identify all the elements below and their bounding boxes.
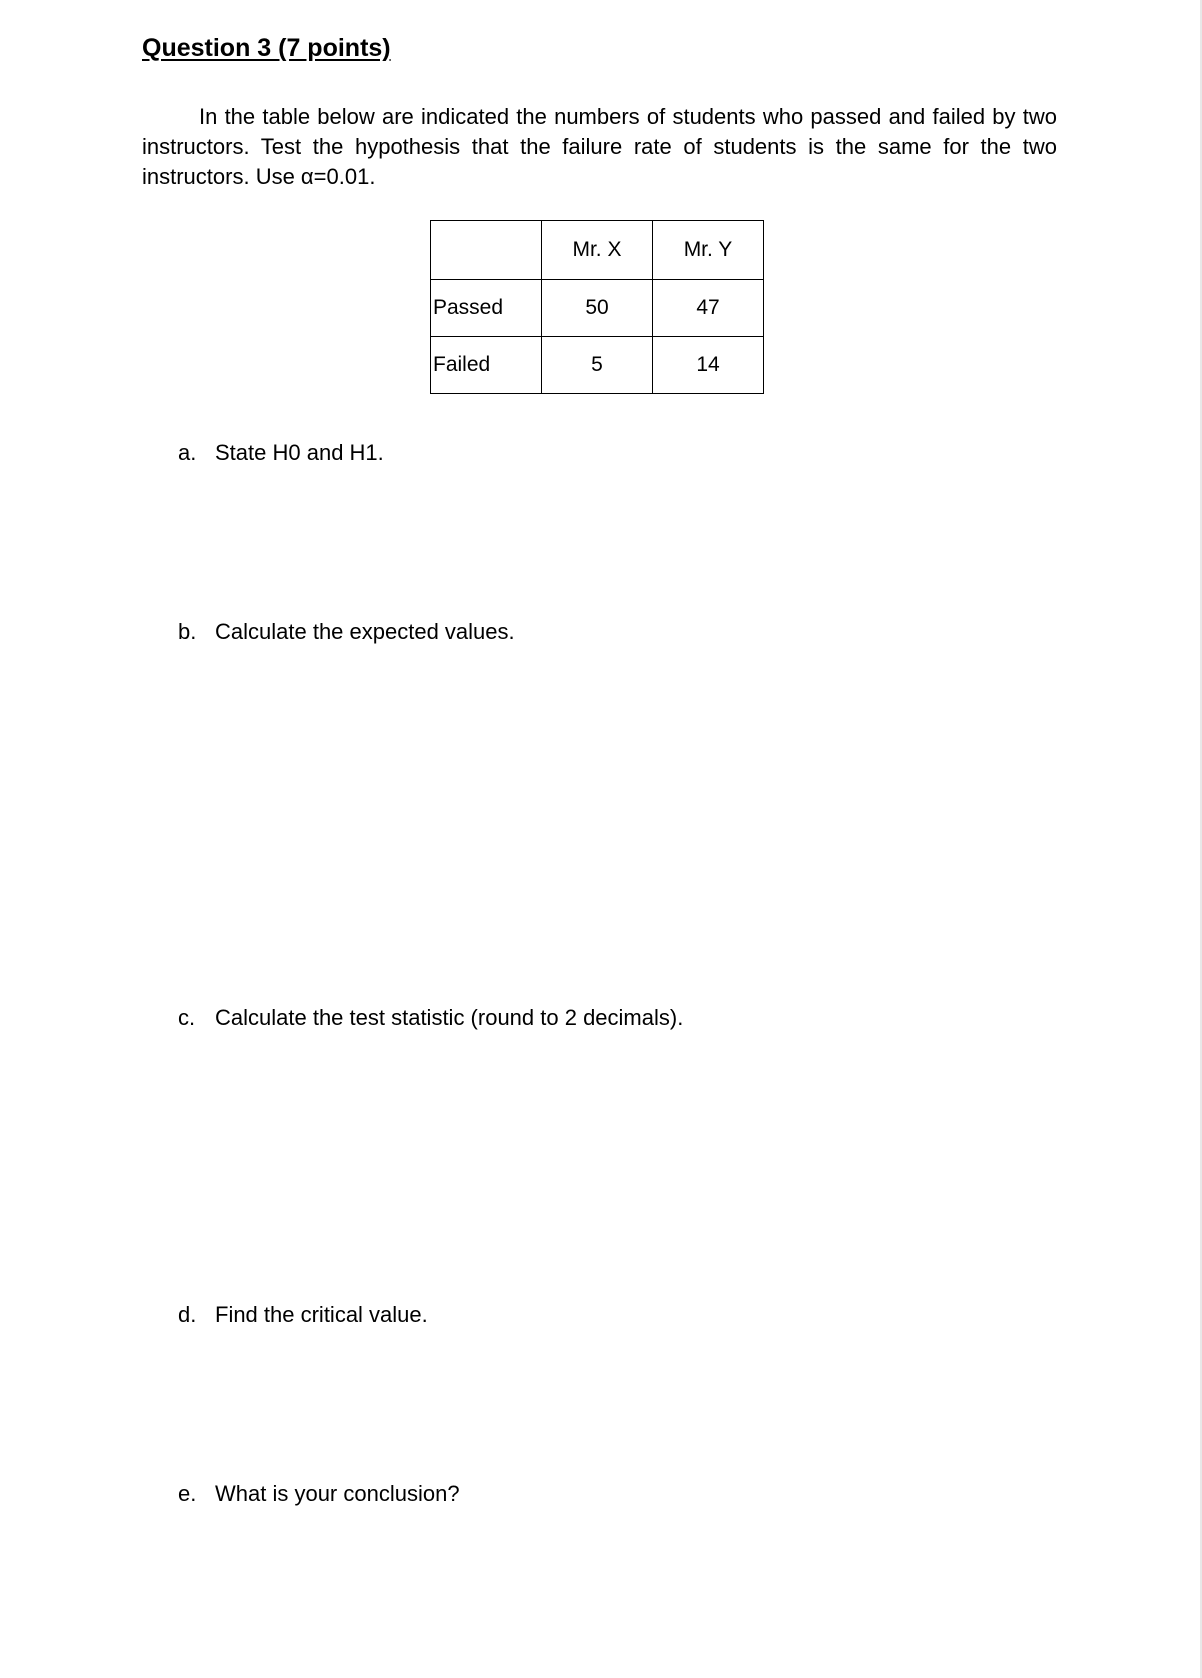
- question-item-a: [178, 440, 384, 466]
- row-label-failed: Failed: [431, 337, 542, 394]
- row-label-passed: Passed: [431, 280, 542, 337]
- question-text: State H0 and H1.: [215, 440, 384, 465]
- question-text: Calculate the expected values.: [215, 619, 515, 644]
- question-intro: In the table below are indicated the numbers of students who passed and failed by two instructors. Test the hypothesis that the failure rate of students is the same for the two instructors. Use α=0.01.: [142, 104, 1057, 189]
- question-text: Calculate the test statistic (round to 2 decimals).: [215, 1005, 684, 1030]
- question-item-c: [178, 1005, 683, 1031]
- question-letter: e.: [178, 1481, 197, 1506]
- column-header-mr-y: Mr. Y: [653, 221, 764, 280]
- table-corner-cell: [431, 221, 542, 280]
- table-header-row: [431, 221, 764, 280]
- question-item-d: [178, 1302, 428, 1328]
- question-item-e: [178, 1481, 460, 1507]
- cell-passed-mr-x: 50: [542, 280, 653, 337]
- question-letter: d.: [178, 1302, 197, 1327]
- question-text: Find the critical value.: [215, 1302, 428, 1327]
- cell-failed-mr-x: 5: [542, 337, 653, 394]
- question-item-b: [178, 619, 515, 645]
- question-letter: b.: [178, 619, 197, 644]
- question-letter: a.: [178, 440, 197, 465]
- cell-failed-mr-y: 14: [653, 337, 764, 394]
- question-letter: c.: [178, 1005, 196, 1030]
- table-row-passed: [431, 280, 764, 337]
- column-header-mr-x: Mr. X: [542, 221, 653, 280]
- question-text: What is your conclusion?: [215, 1481, 460, 1506]
- contingency-table: [430, 220, 764, 394]
- table-row-failed: [431, 337, 764, 394]
- question-heading: Question 3 (7 points): [142, 34, 391, 62]
- cell-passed-mr-y: 47: [653, 280, 764, 337]
